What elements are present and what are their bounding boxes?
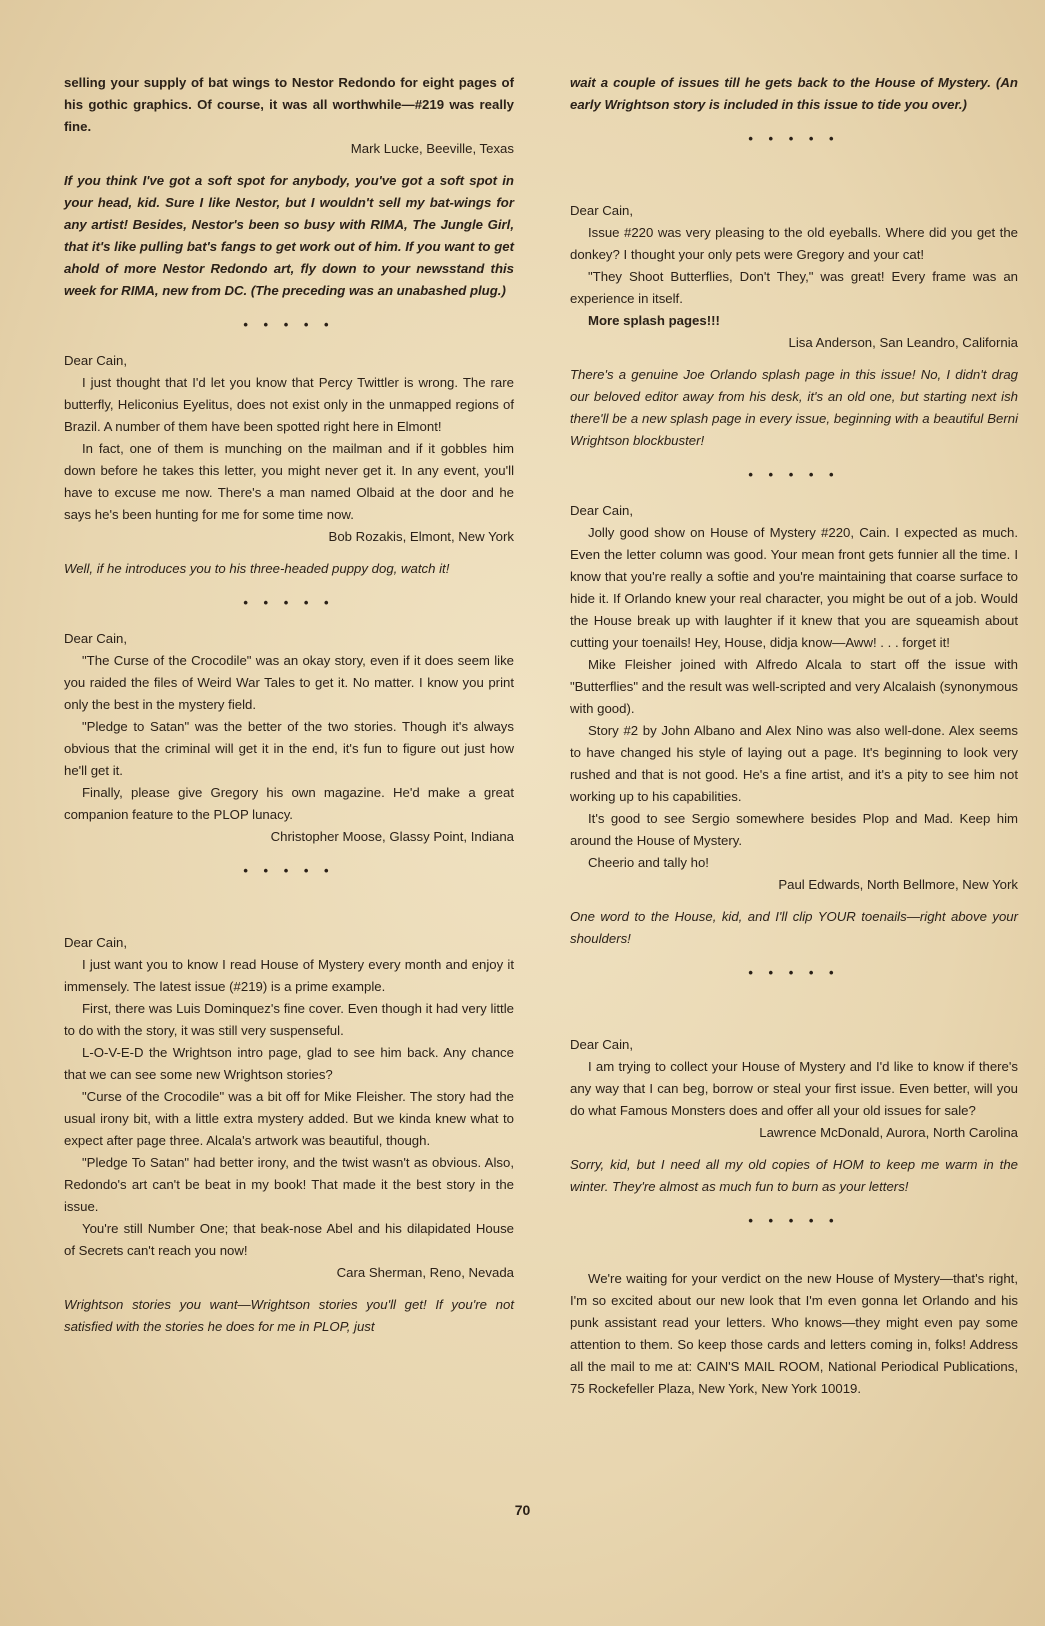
salutation: Dear Cain, [570, 1037, 634, 1052]
salutation: Dear Cain, [64, 935, 128, 950]
letter-paragraph: In fact, one of them is munching on the mailman and if it gobbles him down before he takes this letter, you might never get it. In any event, you'll have to excuse me now. There's a man named Olbaid at the door and he says he's been hunting for me for some time now. [64, 441, 514, 522]
left-column [64, 72, 514, 1338]
right-column [570, 72, 1018, 1400]
letter-paragraph: Finally, please give Gregory his own magazine. He'd make a great companion feature to the PLOP lunacy. [64, 785, 514, 822]
separator: • • • • • [748, 1213, 840, 1228]
letter-paragraph: I just want you to know I read House of Mystery every month and enjoy it immensely. The latest issue (#219) is a prime example. [64, 957, 514, 994]
letter-paragraph: Story #2 by John Albano and Alex Nino was also well-done. Alex seems to have changed his style of laying out a page. It's beginning to look very rushed and that is not good. He's a fine artist, and it's a pity to see him not working up to his capabilities. [570, 723, 1018, 804]
letter-paragraph: More splash pages!!! [588, 313, 720, 328]
letter-signature: Paul Edwards, North Bellmore, New York [778, 877, 1018, 892]
letter-signature: Christopher Moose, Glassy Point, Indiana [270, 829, 514, 844]
letter-paragraph: Cheerio and tally ho! [588, 855, 709, 870]
letter-paragraph: "Pledge to Satan" was the better of the two stories. Though it's always obvious that the criminal will get it in the end, it's fun to figure out just how he'll get it. [64, 719, 514, 778]
salutation: Dear Cain, [64, 631, 128, 646]
letter-paragraph: Jolly good show on House of Mystery #220, Cain. I expected as much. Even the letter column was good. Your mean front gets funnier all the time. I know that you're really a softie and you're maintaining that coarse surface to hide it. If Orlando knew your real character, you might be out of a job. Would the House break up with laughter if it knew that you are squeamish about cutting your toenails! Hey, House, didja know—Aww! . . . forget it! [570, 525, 1018, 650]
letter-paragraph: Mike Fleisher joined with Alfredo Alcala to start off the issue with "Butterflies" and the result was well-scripted and very Alcalaish (synonymous with good). [570, 657, 1018, 716]
editor-reply: One word to the House, kid, and I'll clip YOUR toenails—right above your shoulders! [570, 909, 1018, 946]
editor-reply: Sorry, kid, but I need all my old copies of HOM to keep me warm in the winter. They're almost as much fun to burn as your letters! [570, 1157, 1018, 1194]
closing-note: We're waiting for your verdict on the new House of Mystery—that's right, I'm so excited about our new look that I'm even gonna let Orlando and his punk assistant read your letters. Who knows—they might even pay some attention to them. So keep those cards and letters coming in, folks! Address all the mail to me at: CAIN'S MAIL ROOM, National Periodical Publications, 75 Rockefeller Plaza, New York, New York 10019. [570, 1271, 1018, 1396]
letter-signature: Lisa Anderson, San Leandro, California [788, 335, 1018, 350]
letter-signature: Lawrence McDonald, Aurora, North Carolina [759, 1125, 1018, 1140]
separator: • • • • • [748, 965, 840, 980]
editor-reply: wait a couple of issues till he gets back to the House of Mystery. (An early Wrightson story is included in this issue to tide you over.) [570, 75, 1018, 112]
letter-signature: Cara Sherman, Reno, Nevada [336, 1265, 514, 1280]
letter-paragraph: Issue #220 was very pleasing to the old eyeballs. Where did you get the donkey? I thought your only pets were Gregory and your cat! [570, 225, 1018, 262]
letter-paragraph: It's good to see Sergio somewhere besides Plop and Mad. Keep him around the House of Mystery. [570, 811, 1018, 848]
salutation: Dear Cain, [64, 353, 128, 368]
letter-paragraph: First, there was Luis Dominquez's fine cover. Even though it had very little to do with the story, it was still very suspenseful. [64, 1001, 514, 1038]
letter-paragraph: You're still Number One; that beak-nose Abel and his dilapidated House of Secrets can't reach you now! [64, 1221, 514, 1258]
letter-paragraph: "Curse of the Crocodile" was a bit off for Mike Fleisher. The story had the usual irony bit, with a little extra mystery added. But we kinda knew what to expect after page three. Alcala's artwork was beautiful, though. [64, 1089, 514, 1148]
letter-paragraph: I just thought that I'd let you know that Percy Twittler is wrong. The rare butterfly, Heliconius Eyelitus, does not exist only in the unmapped regions of Brazil. A number of them have been spotted right here in Elmont! [64, 375, 514, 434]
editor-reply: Wrightson stories you want—Wrightson stories you'll get! If you're not satisfied with the stories he does for me in PLOP, just [64, 1297, 514, 1334]
separator: • • • • • [748, 131, 840, 146]
editor-reply: If you think I've got a soft spot for anybody, you've got a soft spot in your head, kid. Sure I like Nestor, but I wouldn't sell my bat-wings for any artist! Besides, Nestor's been so busy with RIMA, The Jungle Girl, that it's like pulling bat's fangs to get work out of him. If you want to get ahold of more Nestor Redondo art, fly down to your newsstand this week for RIMA, new from DC. (The preceding was an unabashed plug.) [64, 173, 514, 298]
salutation: Dear Cain, [570, 503, 634, 518]
separator: • • • • • [243, 317, 335, 332]
letter-paragraph: I am trying to collect your House of Mystery and I'd like to know if there's any way that I can beg, borrow or steal your first issue. Even better, will you do what Famous Monsters does and offer all your old issues for sale? [570, 1059, 1018, 1118]
editor-reply: There's a genuine Joe Orlando splash page in this issue! No, I didn't drag our beloved editor away from his desk, it's an old one, but starting next ish there'll be a new splash page in every issue, beginning with a beautiful Berni Wrightson blockbuster! [570, 367, 1018, 448]
editor-reply: Well, if he introduces you to his three-headed puppy dog, watch it! [64, 561, 450, 576]
page-number: 70 [514, 1502, 531, 1518]
letter-paragraph: "They Shoot Butterflies, Don't They," was great! Every frame was an experience in itself. [570, 269, 1018, 306]
salutation: Dear Cain, [570, 203, 634, 218]
separator: • • • • • [243, 863, 335, 878]
letter-text: selling your supply of bat wings to Nestor Redondo for eight pages of his gothic graphics. Of course, it was all worthwhile—#219 was really fine. [64, 75, 514, 134]
letter-signature: Bob Rozakis, Elmont, New York [328, 529, 514, 544]
letter-paragraph: L-O-V-E-D the Wrightson intro page, glad to see him back. Any chance that we can see some new Wrightson stories? [64, 1045, 514, 1082]
separator: • • • • • [748, 467, 840, 482]
letter-paragraph: "The Curse of the Crocodile" was an okay story, even if it does seem like you raided the files of Weird War Tales to get it. No matter. I know you print only the best in the mystery field. [64, 653, 514, 712]
letter-paragraph: "Pledge To Satan" had better irony, and the twist wasn't as obvious. Also, Redondo's art can't be beat in my book! That made it the best story in the issue. [64, 1155, 514, 1214]
letter-signature: Mark Lucke, Beeville, Texas [350, 141, 514, 156]
separator: • • • • • [243, 595, 335, 610]
